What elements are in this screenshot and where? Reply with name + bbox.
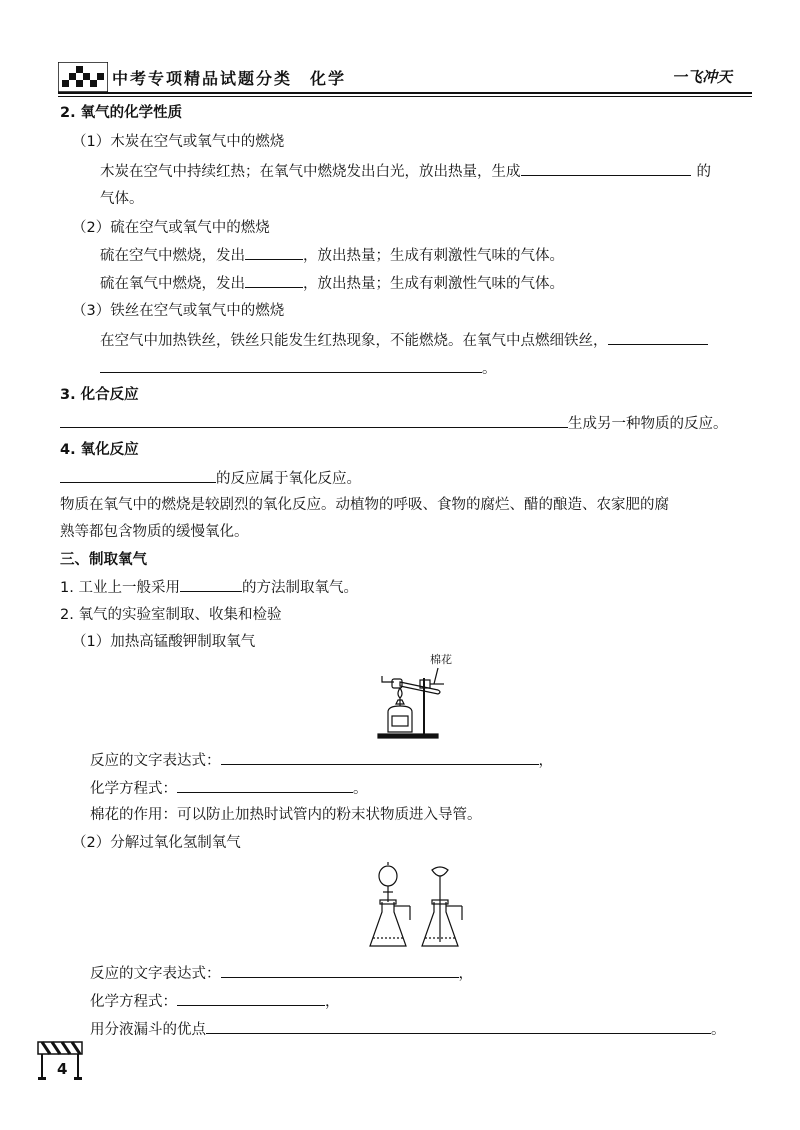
header-brand: 一飞冲天 [672, 68, 733, 86]
text-fragment: 反应的文字表达式： [90, 966, 221, 982]
kmno4-word-equation-line [90, 750, 553, 771]
answer-blank-funnel-advantage[interactable] [206, 1019, 711, 1034]
text-fragment: 的反应属于氧化反应。 [216, 471, 361, 487]
answer-blank-h2o2-chem-equation[interactable] [177, 991, 325, 1006]
kmno4-subtitle: （1）加热高锰酸钾制取氧气 [72, 634, 256, 650]
text-fragment: ， [325, 994, 340, 1010]
cotton-label: 棉花 [430, 653, 452, 666]
part-3-title: 三、制取氧气 [60, 552, 147, 568]
answer-blank-sulfur-air-flame[interactable] [245, 245, 303, 260]
answer-blank-combination-definition[interactable] [60, 413, 568, 428]
h2o2-word-equation-line [90, 963, 473, 984]
answer-blank-sulfur-oxygen-flame[interactable] [245, 273, 303, 288]
oxidation-paragraph-2: 熟等都包含物质的缓慢氧化。 [60, 524, 249, 540]
text-fragment: ， [458, 966, 473, 982]
header-rule [58, 92, 752, 94]
text-fragment: 生成另一种物质的反应。 [568, 416, 728, 432]
lab-preparation-title: 2. 氧气的实验室制取、收集和检验 [60, 607, 282, 623]
page-number: 4 [57, 1060, 68, 1078]
text-fragment: 化学方程式： [90, 994, 177, 1010]
section-2-3-title: （3）铁丝在空气或氧气中的燃烧 [72, 303, 285, 319]
kmno4-apparatus-icon [372, 652, 472, 740]
header-title: 中考专项精品试题分类 化学 [112, 69, 347, 88]
cotton-role-line: 棉花的作用：可以防止加热时试管内的粉末状物质进入导管。 [90, 807, 482, 823]
text-fragment: 用分液漏斗的优点 [90, 1022, 206, 1038]
header-rule-thin [58, 96, 752, 97]
text-fragment: 硫在氧气中燃烧，发出 [100, 276, 245, 292]
text-fragment: 反应的文字表达式： [90, 753, 221, 769]
sulfur-oxygen-line [100, 273, 564, 294]
text-fragment: 1. 工业上一般采用 [60, 580, 180, 596]
funnel-advantage-line [90, 1019, 726, 1040]
answer-blank-h2o2-word-equation[interactable] [221, 963, 459, 978]
section-3-title: 3. 化合反应 [60, 387, 139, 403]
text-fragment: 硫在空气中燃烧，发出 [100, 248, 245, 264]
answer-blank-iron-phenomenon[interactable] [608, 330, 708, 345]
answer-blank-charcoal-product[interactable] [521, 161, 691, 176]
text-fragment: 的 [696, 164, 711, 180]
answer-blank-kmno4-word-equation[interactable] [221, 750, 539, 765]
section-2-title: 2. 氧气的化学性质 [60, 105, 183, 121]
h2o2-subtitle: （2）分解过氧化氢制氧气 [72, 835, 241, 851]
sulfur-air-line [100, 245, 564, 266]
text-fragment: 。 [353, 781, 368, 797]
section-4-title: 4. 氧化反应 [60, 442, 139, 458]
text-fragment: ，放出热量；生成有刺激性气味的气体。 [303, 276, 564, 292]
oxidation-paragraph-1: 物质在氧气中的燃烧是较剧烈的氧化反应。动植物的呼吸、食物的腐烂、醋的酿造、农家肥的腐 [60, 497, 669, 513]
text-fragment: ，放出热量；生成有刺激性气味的气体。 [303, 248, 564, 264]
iron-wire-line-cont [100, 358, 497, 379]
text-fragment: 在空气中加热铁丝，铁丝只能发生红热现象，不能燃烧。在氧气中点燃细铁丝， [100, 333, 608, 349]
combination-reaction-line [60, 413, 728, 434]
text-fragment: ， [538, 753, 553, 769]
h2o2-chem-equation-line [90, 991, 340, 1012]
section-2-1-text-cont: 气体。 [100, 191, 144, 207]
checker-logo-icon [58, 62, 108, 92]
kmno4-chem-equation-line [90, 778, 368, 799]
answer-blank-industrial-method[interactable] [180, 577, 242, 592]
text-fragment: 木炭在空气中持续红热；在氧气中燃烧发出白光，放出热量，生成 [100, 164, 521, 180]
kmno4-apparatus-figure [372, 652, 472, 740]
answer-blank-iron-phenomenon-cont[interactable] [100, 358, 482, 373]
text-fragment: 。 [482, 361, 497, 377]
h2o2-apparatus-icon [366, 862, 476, 952]
text-fragment: 的方法制取氧气。 [241, 580, 358, 596]
text-fragment: 化学方程式： [90, 781, 177, 797]
text-fragment: 。 [711, 1022, 726, 1038]
section-2-1-title: （1）木炭在空气或氧气中的燃烧 [72, 134, 285, 150]
answer-blank-oxidation-definition[interactable] [60, 468, 216, 483]
oxidation-line [60, 468, 361, 489]
answer-blank-kmno4-chem-equation[interactable] [177, 778, 353, 793]
industrial-method-line [60, 577, 358, 598]
section-2-1-text [100, 161, 711, 182]
iron-wire-line [100, 330, 708, 351]
section-2-2-title: （2）硫在空气或氧气中的燃烧 [72, 220, 270, 236]
